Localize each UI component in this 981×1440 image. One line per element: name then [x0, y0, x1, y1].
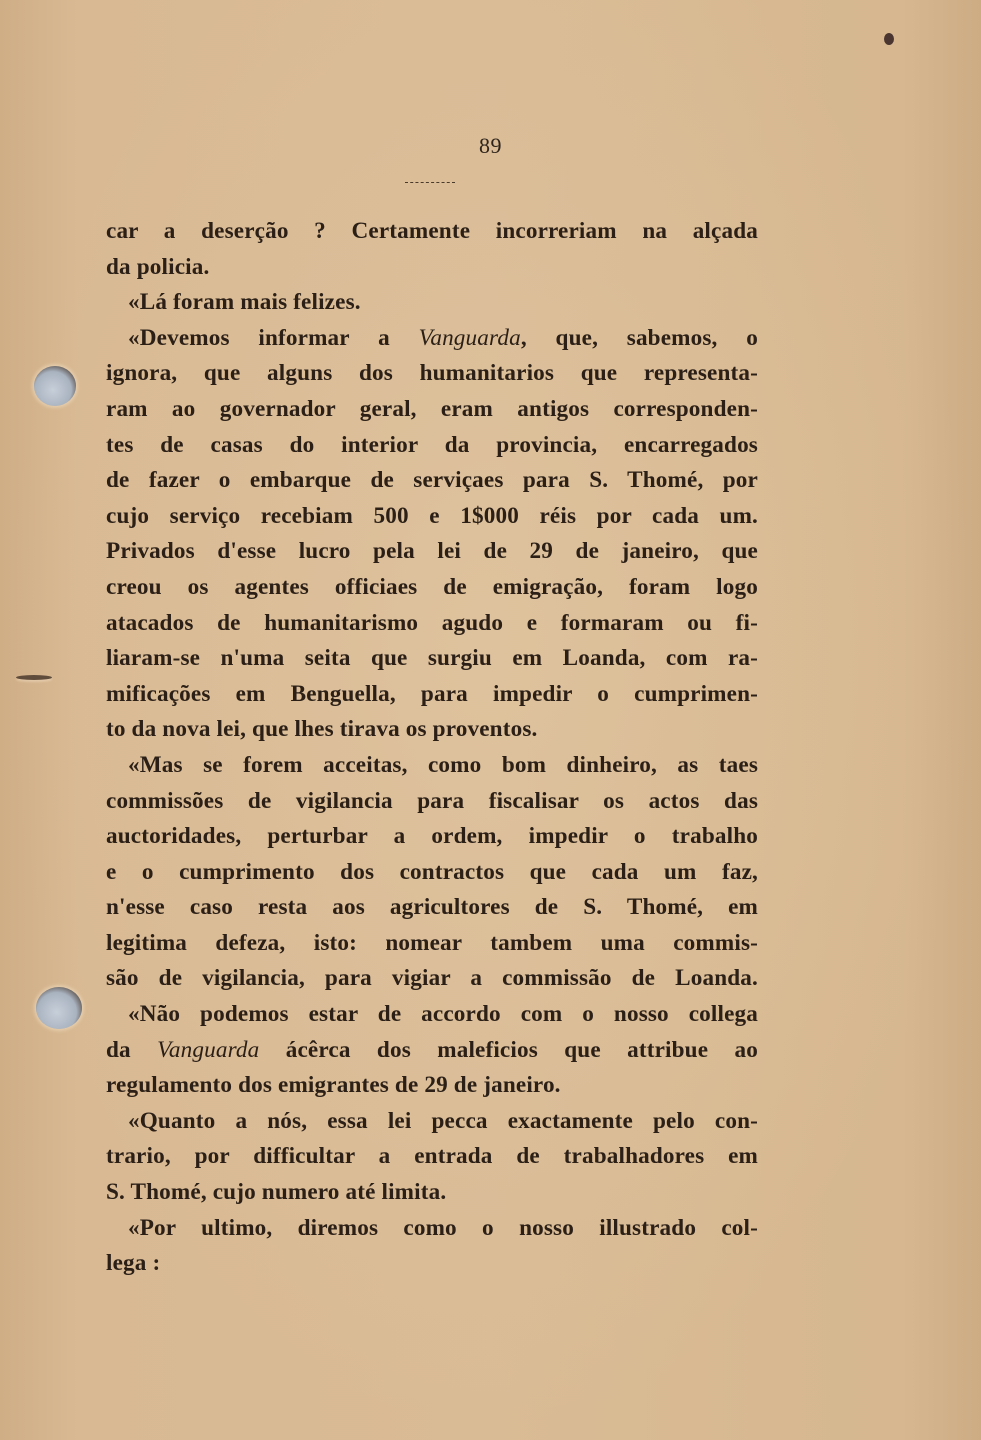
text-segment: ram ao governador geral, eram antigos corresponden- — [106, 395, 758, 422]
text-line — [106, 214, 758, 250]
text-segment: , que, sabemos, o — [520, 324, 758, 351]
text-segment: trario, por difficultar a entrada de trabalhadores em — [106, 1143, 758, 1170]
header-rule — [405, 182, 455, 183]
text-line — [106, 321, 758, 357]
text-segment: «Lá foram mais felizes. — [128, 289, 361, 316]
text-segment: da — [106, 1036, 158, 1063]
text-line — [106, 1139, 758, 1175]
text-segment: liaram-se n'uma seita que surgiu em Loanda, com ra- — [106, 645, 758, 672]
text-line — [106, 784, 758, 820]
text-line — [106, 356, 758, 392]
body-text — [106, 214, 758, 1282]
text-segment: regulamento dos emigrantes de 29 de janeiro. — [106, 1072, 561, 1099]
paper-crease-mark — [16, 675, 52, 680]
punch-hole-bottom — [36, 987, 82, 1029]
text-line — [106, 997, 758, 1033]
text-line — [106, 677, 758, 713]
text-segment: «Quanto a nós, essa lei pecca exactamente pelo con- — [128, 1107, 758, 1134]
text-line — [106, 534, 758, 570]
text-segment: «Não podemos estar de accordo com o nosso collega — [128, 1001, 758, 1028]
text-line — [106, 392, 758, 428]
text-line — [106, 641, 758, 677]
text-segment: auctoridades, perturbar a ordem, impedir o trabalho — [106, 823, 758, 850]
text-segment: n'esse caso resta aos agricultores de S. Thomé, em — [106, 894, 758, 921]
text-line — [106, 499, 758, 535]
text-segment: de fazer o embarque de serviçaes para S. Thomé, por — [106, 467, 758, 494]
text-segment: legitima defeza, isto: nomear tambem uma commis- — [106, 929, 758, 956]
text-segment: S. Thomé, cujo numero até limita. — [106, 1179, 447, 1206]
text-line — [106, 285, 758, 321]
text-line — [106, 890, 758, 926]
text-line — [106, 1068, 758, 1104]
text-line — [106, 1175, 758, 1211]
text-segment: lega : — [106, 1250, 161, 1277]
text-segment: «Mas se forem acceitas, como bom dinheiro, as taes — [128, 751, 758, 778]
text-line — [106, 250, 758, 286]
text-line — [106, 570, 758, 606]
text-segment: tes de casas do interior da provincia, encarregados — [106, 431, 758, 458]
page-number: 89 — [479, 133, 502, 158]
text-segment: Privados d'esse lucro pela lei de 29 de janeiro, que — [106, 538, 758, 565]
ink-speck — [884, 33, 894, 45]
text-segment: to da nova lei, que lhes tirava os proventos. — [106, 716, 538, 743]
text-line — [106, 819, 758, 855]
text-line — [106, 1246, 758, 1282]
text-segment: creou os agentes officiaes de emigração, foram logo — [106, 573, 758, 600]
text-segment: «Devemos informar a — [128, 324, 419, 351]
text-segment: cujo serviço recebiam 500 e 1$000 réis por cada um. — [106, 502, 758, 529]
text-segment: e o cumprimento dos contractos que cada um faz, — [106, 858, 758, 885]
text-line — [106, 463, 758, 499]
italic-title: Vanguarda — [418, 324, 521, 351]
text-line — [106, 961, 758, 997]
italic-title: Vanguarda — [157, 1036, 260, 1063]
text-line — [106, 1033, 758, 1069]
text-segment: mificações em Benguella, para impedir o cumprimen- — [106, 680, 758, 707]
text-line — [106, 748, 758, 784]
text-segment: «Por ultimo, diremos como o nosso illustrado col- — [128, 1214, 758, 1241]
punch-hole-top — [34, 366, 76, 406]
text-segment: da policia. — [106, 253, 210, 280]
text-line — [106, 428, 758, 464]
text-line — [106, 1211, 758, 1247]
text-line — [106, 855, 758, 891]
text-segment: commissões de vigilancia para fiscalisar os actos das — [106, 787, 758, 814]
text-segment: ignora, que alguns dos humanitarios que representa- — [106, 360, 758, 387]
text-segment: ácêrca dos maleficios que attribue ao — [259, 1036, 758, 1063]
text-segment: atacados de humanitarismo agudo e formaram ou fi- — [106, 609, 758, 636]
text-segment: são de vigilancia, para vigiar a commissão de Loanda. — [106, 965, 758, 992]
text-line — [106, 712, 758, 748]
text-line — [106, 926, 758, 962]
text-segment: car a deserção ? Certamente incorreriam na alçada — [106, 218, 758, 244]
text-line — [106, 606, 758, 642]
text-line — [106, 1104, 758, 1140]
